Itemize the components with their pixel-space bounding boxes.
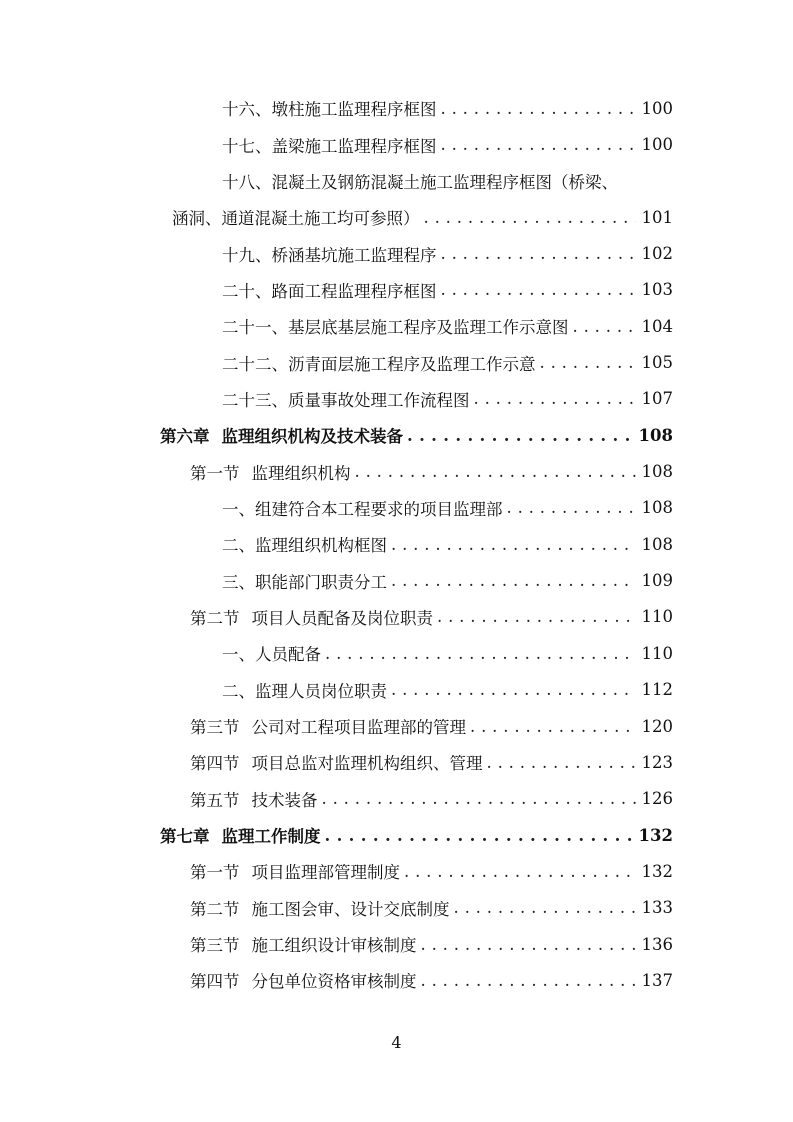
toc-label: 二十、路面工程监理程序框图 — [222, 281, 437, 301]
dot-leader — [355, 462, 636, 481]
dot-leader — [441, 135, 636, 154]
toc-page: 107 — [641, 389, 673, 409]
toc-number: 第三节 — [190, 718, 240, 738]
toc-label: 二十一、基层底基层施工程序及监理工作示意图 — [222, 318, 569, 338]
toc-page: 108 — [638, 425, 673, 445]
dot-leader — [407, 426, 633, 445]
toc-label: 公司对工程项目监理部的管理 — [251, 718, 466, 738]
toc-item[interactable] — [0, 235, 673, 271]
toc-label: 十八、混凝土及钢筋混凝土施工监理程序框图（桥梁、 — [222, 172, 618, 192]
toc-page: 126 — [641, 789, 673, 809]
toc-page: 100 — [641, 98, 673, 118]
toc-title — [190, 460, 351, 484]
toc-number: 第七章 — [160, 827, 210, 847]
toc-number: 第一节 — [190, 463, 240, 483]
toc-label: 十七、盖梁施工监理程序框图 — [222, 136, 437, 156]
toc-label-continued: 涵洞、通道混凝土施工均可参照） — [172, 209, 420, 229]
toc-item[interactable] — [0, 272, 673, 308]
toc-title — [222, 133, 437, 157]
toc-page: 101 — [641, 207, 673, 227]
toc-label: 项目监理部管理制度 — [251, 863, 400, 883]
toc-section[interactable] — [0, 853, 673, 889]
toc-title — [190, 932, 417, 956]
toc-item[interactable] — [0, 562, 673, 598]
toc-title — [222, 569, 387, 593]
toc-title — [222, 351, 536, 375]
dot-leader — [441, 99, 636, 118]
dot-leader — [421, 971, 636, 990]
toc-item[interactable] — [0, 308, 673, 344]
toc-title — [222, 96, 437, 120]
toc-title — [190, 605, 433, 629]
toc-label: 监理组织机构 — [251, 463, 351, 483]
toc-page: 109 — [641, 571, 673, 591]
toc-page: 132 — [641, 861, 673, 881]
dot-leader — [470, 717, 636, 736]
toc-item[interactable] — [0, 381, 673, 417]
toc-section[interactable] — [0, 962, 673, 998]
toc-item[interactable] — [0, 344, 673, 380]
dot-leader — [441, 280, 636, 299]
dot-leader — [474, 389, 636, 408]
dot-leader — [391, 535, 636, 554]
toc-number: 第二节 — [190, 899, 240, 919]
toc-page: 108 — [641, 498, 673, 518]
toc-label: 监理组织机构及技术装备 — [221, 427, 403, 447]
page-number: 4 — [391, 1033, 402, 1052]
toc-label: 三、职能部门职责分工 — [222, 572, 387, 592]
dot-leader — [454, 898, 636, 917]
toc-title — [190, 750, 483, 774]
toc-page: 123 — [641, 752, 673, 772]
toc-label: 项目总监对监理机构组织、管理 — [251, 754, 483, 774]
toc-section[interactable] — [0, 599, 673, 635]
dot-leader — [441, 244, 636, 263]
toc-title — [222, 169, 618, 193]
toc-title — [222, 314, 569, 338]
toc-title — [222, 532, 387, 556]
toc-label: 监理工作制度 — [221, 827, 321, 847]
toc-section[interactable] — [0, 890, 673, 926]
toc-title — [222, 496, 503, 520]
toc-chapter[interactable] — [0, 817, 673, 853]
toc-section[interactable] — [0, 926, 673, 962]
toc-label: 一、人员配备 — [222, 645, 321, 665]
dot-leader — [404, 862, 636, 881]
toc-label: 二、监理组织机构框图 — [222, 536, 387, 556]
toc-title — [190, 896, 450, 920]
toc-title — [190, 859, 400, 883]
toc-item[interactable] — [0, 126, 673, 162]
toc-item[interactable] — [0, 90, 673, 126]
dot-leader — [507, 498, 636, 517]
toc-section[interactable] — [0, 708, 673, 744]
toc-title — [222, 278, 437, 302]
toc-number: 第一节 — [190, 863, 240, 883]
dot-leader — [540, 353, 636, 372]
toc-item[interactable] — [0, 163, 673, 199]
toc-title — [190, 968, 417, 992]
dot-leader — [391, 571, 636, 590]
toc-title — [222, 641, 321, 665]
toc-label: 十九、桥涵基坑施工监理程序 — [222, 245, 437, 265]
toc-title — [222, 678, 387, 702]
toc-page: 105 — [641, 353, 673, 373]
toc-page: 112 — [641, 680, 673, 700]
toc-section[interactable] — [0, 744, 673, 780]
dot-leader — [325, 826, 633, 845]
toc-label: 十六、墩柱施工监理程序框图 — [222, 100, 437, 120]
toc-page: 102 — [641, 244, 673, 264]
dot-leader — [424, 208, 636, 227]
toc-section[interactable] — [0, 781, 673, 817]
toc-item[interactable] — [0, 490, 673, 526]
toc-title — [172, 205, 420, 229]
toc-number: 第二节 — [190, 608, 240, 628]
toc-page: 103 — [641, 280, 673, 300]
toc-chapter[interactable] — [0, 417, 673, 453]
toc-label: 一、组建符合本工程要求的项目监理部 — [222, 499, 503, 519]
toc-section[interactable] — [0, 453, 673, 489]
toc-item-continuation[interactable] — [0, 199, 673, 235]
toc-page: 108 — [641, 462, 673, 482]
toc-page: 137 — [641, 970, 673, 990]
toc-title — [222, 387, 470, 411]
toc-label: 二、监理人员岗位职责 — [222, 681, 387, 701]
toc-item[interactable] — [0, 672, 673, 708]
toc-page: 100 — [641, 135, 673, 155]
toc-page: 132 — [638, 825, 673, 845]
toc-number: 第六章 — [160, 427, 210, 447]
toc-page: 133 — [641, 898, 673, 918]
dot-leader — [487, 753, 636, 772]
table-of-contents — [0, 90, 793, 999]
toc-page: 136 — [641, 934, 673, 954]
dot-leader — [325, 644, 636, 663]
toc-label: 技术装备 — [251, 790, 318, 810]
toc-title — [160, 823, 321, 847]
toc-title — [190, 787, 318, 811]
toc-item[interactable] — [0, 635, 673, 671]
toc-title — [160, 423, 403, 447]
toc-item[interactable] — [0, 526, 673, 562]
toc-title — [222, 242, 437, 266]
dot-leader — [437, 607, 636, 626]
toc-number: 第三节 — [190, 936, 240, 956]
toc-label: 施工图会审、设计交底制度 — [251, 899, 450, 919]
toc-label: 分包单位资格审核制度 — [251, 972, 417, 992]
toc-page: 110 — [641, 643, 673, 663]
toc-page: 120 — [641, 716, 673, 736]
toc-page: 110 — [641, 607, 673, 627]
dot-leader — [421, 935, 636, 954]
dot-leader — [391, 680, 636, 699]
toc-title — [190, 714, 466, 738]
toc-number: 第四节 — [190, 754, 240, 774]
toc-number: 第四节 — [190, 972, 240, 992]
toc-page: 108 — [641, 534, 673, 554]
dot-leader — [573, 317, 636, 336]
toc-number: 第五节 — [190, 790, 240, 810]
toc-label: 项目人员配备及岗位职责 — [251, 608, 433, 628]
toc-label: 二十三、质量事故处理工作流程图 — [222, 390, 470, 410]
toc-label: 施工组织设计审核制度 — [251, 936, 417, 956]
toc-page: 104 — [641, 316, 673, 336]
dot-leader — [322, 789, 636, 808]
toc-label: 二十二、沥青面层施工程序及监理工作示意 — [222, 354, 536, 374]
